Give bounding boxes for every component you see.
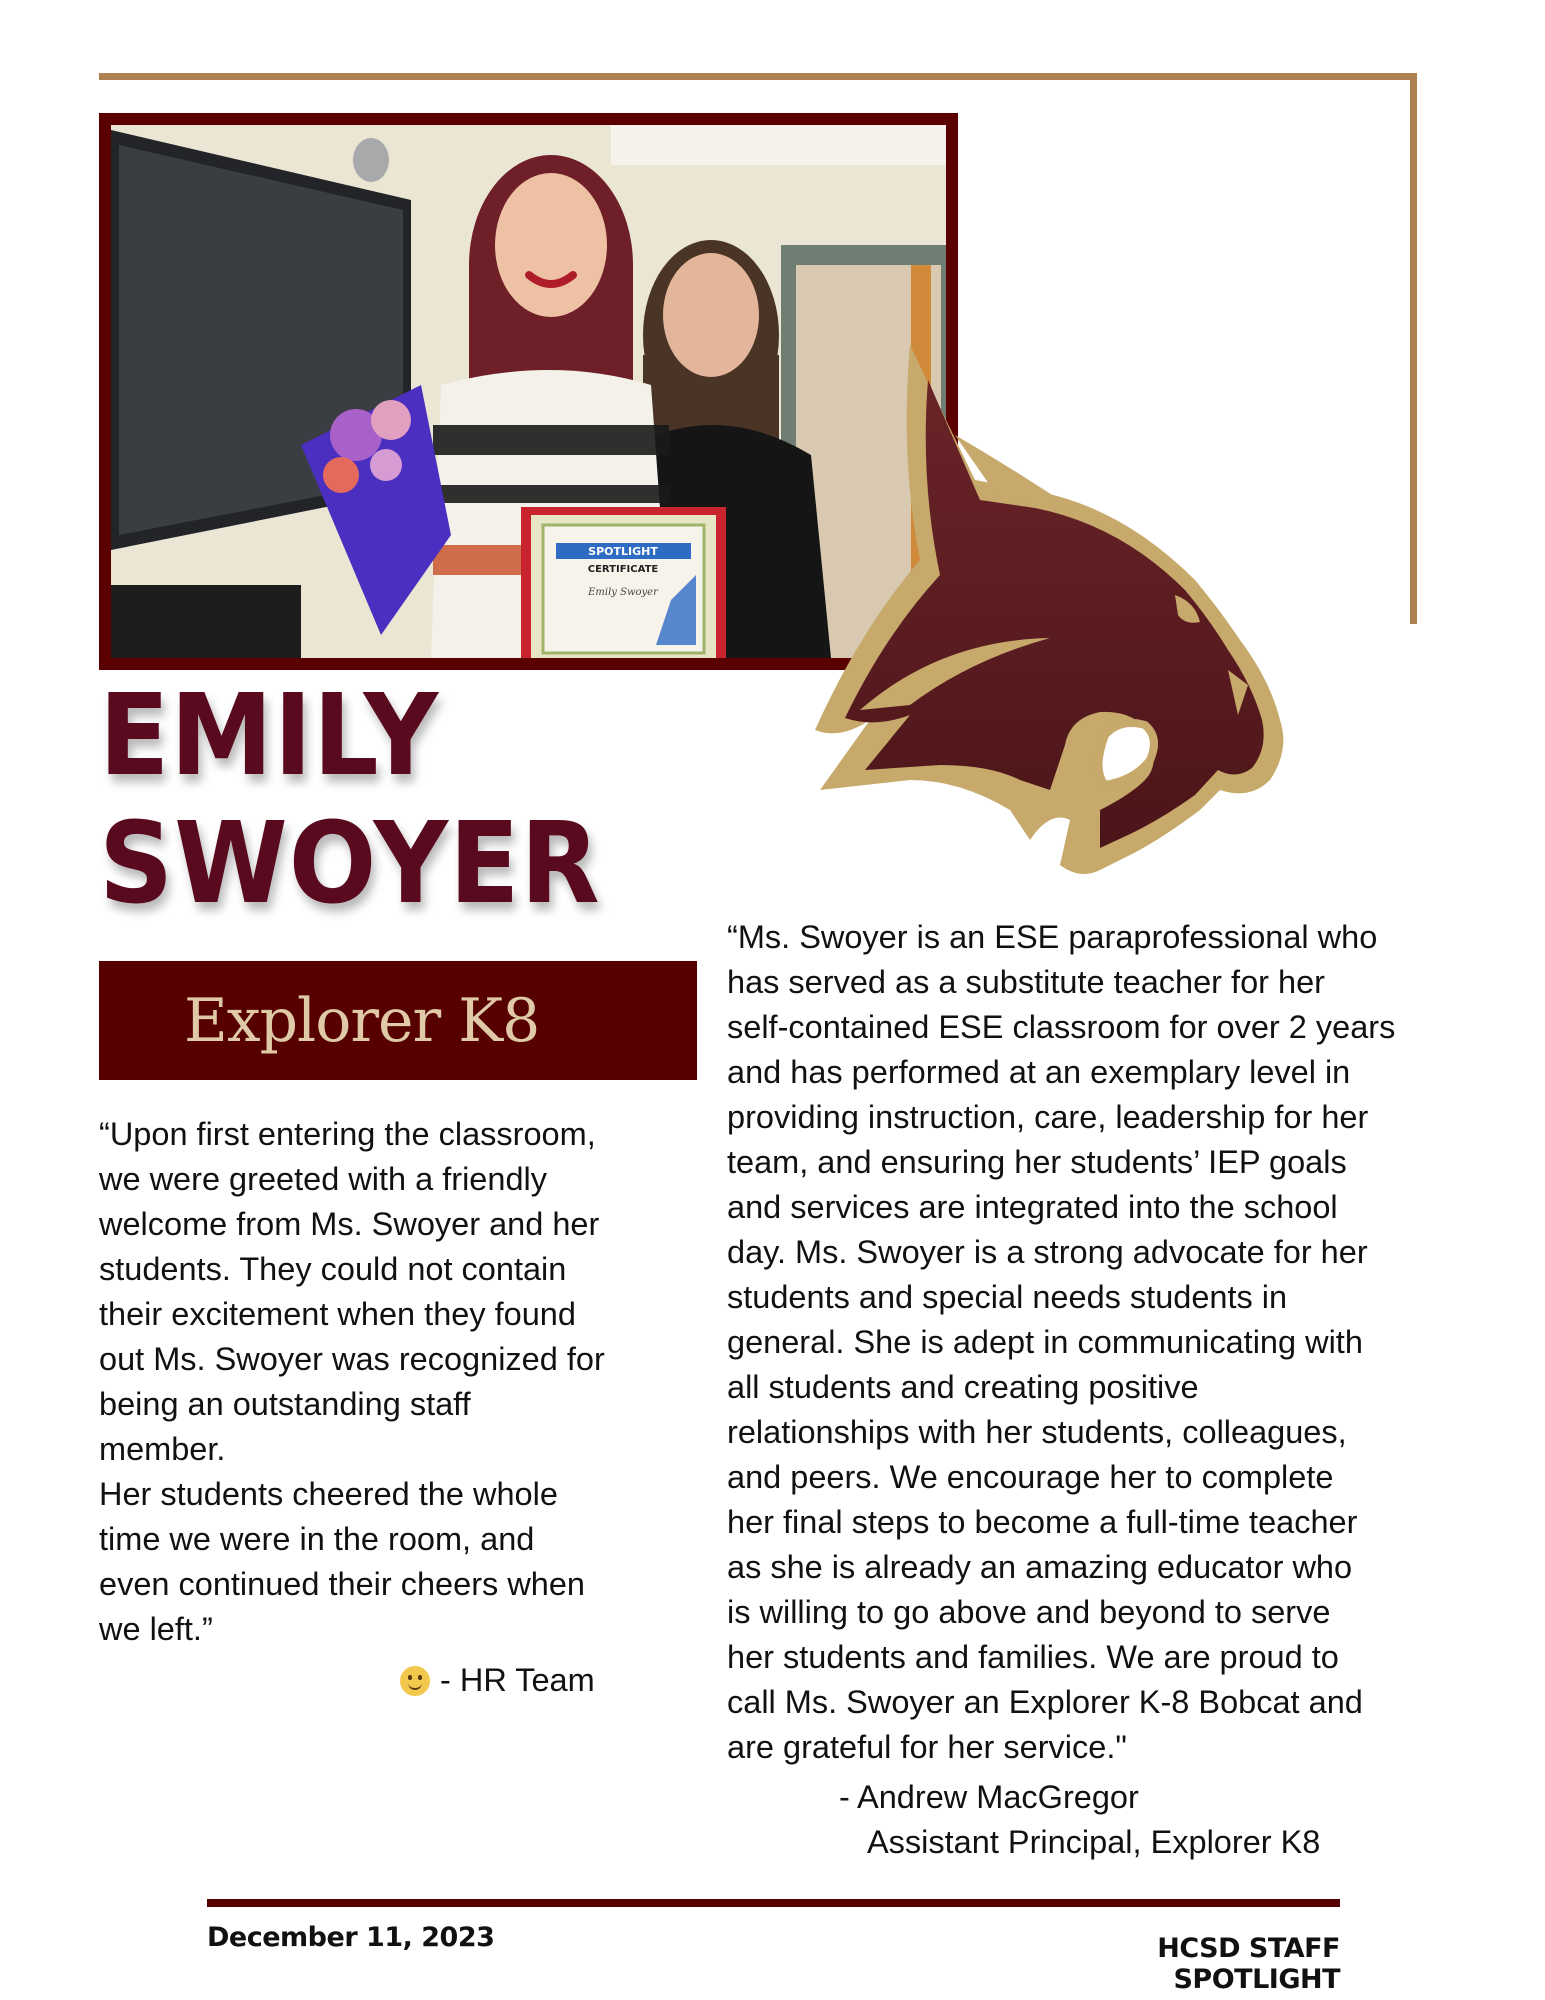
- bobcat-logo: [800, 340, 1310, 890]
- quote-line: out Ms. Swoyer was recognized for: [99, 1341, 605, 1377]
- footer-publication-title: HCSD STAFF SPOTLIGHT: [1157, 1933, 1340, 1995]
- quote-line: and has performed at an exemplary level in: [727, 1054, 1351, 1090]
- quote-line: “Ms. Swoyer is an ESE paraprofessional who: [727, 919, 1378, 955]
- footer-divider: [207, 1899, 1340, 1907]
- quote-line: “Upon first entering the classroom,: [99, 1116, 596, 1152]
- quote-line: are grateful for her service.": [727, 1729, 1127, 1765]
- quote-line: general. She is adept in communicating with: [727, 1324, 1363, 1360]
- bobcat-head-icon: [800, 340, 1310, 890]
- quote-line: day. Ms. Swoyer is a strong advocate for her: [727, 1234, 1368, 1270]
- svg-text:Emily Swoyer: Emily Swoyer: [588, 587, 658, 598]
- quote-line: their excitement when they found: [99, 1296, 576, 1332]
- quote-line: and peers. We encourage her to complete: [727, 1459, 1334, 1495]
- quote-line: time we were in the room, and: [99, 1521, 535, 1557]
- quote-line: relationships with her students, colleagues,: [727, 1414, 1347, 1450]
- quote-line: is willing to go above and beyond to serve: [727, 1594, 1331, 1630]
- svg-text:SPOTLIGHT: SPOTLIGHT: [588, 545, 658, 558]
- quote-line: has served as a substitute teacher for her: [727, 964, 1325, 1000]
- quote-line: Her students cheered the whole: [99, 1476, 558, 1512]
- quote-line: welcome from Ms. Swoyer and her: [99, 1206, 600, 1242]
- quote-line: we left.”: [99, 1611, 213, 1647]
- quote-line: providing instruction, care, leadership for her: [727, 1099, 1369, 1135]
- attribution-title: Assistant Principal, Explorer K8: [867, 1824, 1321, 1860]
- gold-frame-right-rule: [1410, 73, 1417, 624]
- smiley-face-icon: [400, 1666, 430, 1696]
- assistant-principal-attribution: [727, 1775, 1320, 1865]
- quote-line: students. They could not contain: [99, 1251, 567, 1287]
- quote-line: member.: [99, 1431, 226, 1467]
- assistant-principal-quote: [727, 915, 1487, 1770]
- quote-line: being an outstanding staff: [99, 1386, 471, 1422]
- quote-line: her final steps to become a full-time teacher: [727, 1504, 1358, 1540]
- honoree-first-name: EMILY: [99, 671, 440, 801]
- quote-line: self-contained ESE classroom for over 2 years: [727, 1009, 1396, 1045]
- certificate: [521, 507, 726, 658]
- quote-line: call Ms. Swoyer an Explorer K-8 Bobcat and: [727, 1684, 1363, 1720]
- quote-line: and services are integrated into the school: [727, 1189, 1338, 1225]
- svg-text:CERTIFICATE: CERTIFICATE: [587, 564, 659, 575]
- quote-line: students and special needs students in: [727, 1279, 1288, 1315]
- quote-line: we were greeted with a friendly: [99, 1161, 548, 1197]
- quote-line: even continued their cheers when: [99, 1566, 586, 1602]
- honoree-name: [99, 672, 601, 928]
- quote-line: her students and families. We are proud to: [727, 1639, 1339, 1675]
- hr-team-quote: [99, 1112, 699, 1652]
- attribution-name: - Andrew MacGregor: [839, 1779, 1139, 1815]
- hr-team-attribution: [400, 1658, 595, 1703]
- quote-line: team, and ensuring her students’ IEP goals: [727, 1144, 1347, 1180]
- quote-line: all students and creating positive: [727, 1369, 1199, 1405]
- honoree-last-name: SWOYER: [99, 799, 601, 929]
- hr-team-attribution-text: - HR Team: [440, 1662, 595, 1698]
- footer-date: December 11, 2023: [207, 1922, 495, 1953]
- quote-line: as she is already an amazing educator who: [727, 1549, 1353, 1585]
- gold-frame-top-rule: [99, 73, 1417, 80]
- school-name: Explorer K8: [184, 985, 540, 1056]
- school-banner: [99, 961, 697, 1080]
